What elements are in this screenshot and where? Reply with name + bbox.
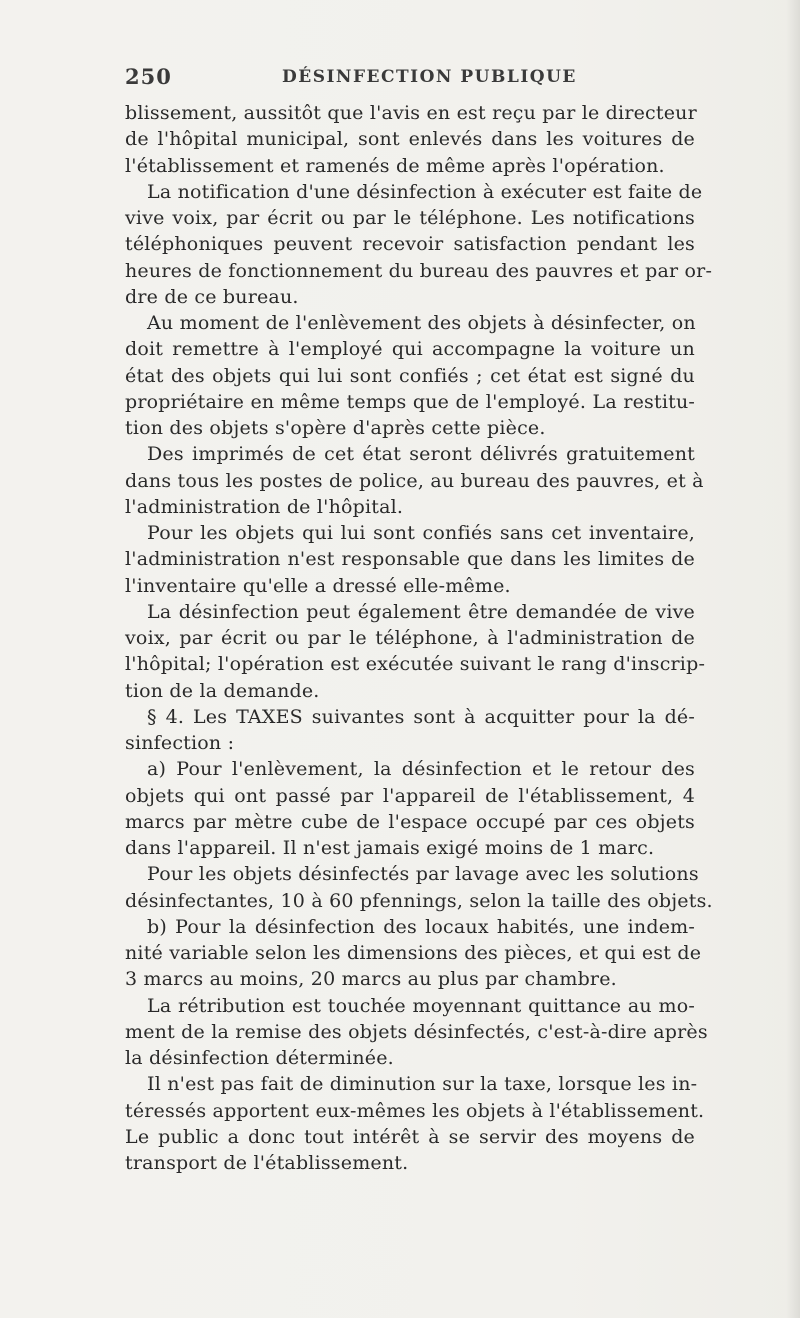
text-line: nité variable selon les dimensions des pièces, et qui est de	[125, 942, 702, 964]
text-line: blissement, aussitôt que l'avis en est reçu par le directeur	[125, 102, 697, 124]
text-line: l'inventaire qu'elle a dressé elle-même.	[125, 574, 511, 597]
text-line: sinfection :	[125, 732, 235, 754]
paragraph	[125, 100, 695, 179]
text-line: ment de la remise des objets désinfectés, c'est-à-dire après	[125, 1020, 708, 1043]
paragraph	[125, 704, 695, 757]
text-line: tion des objets s'opère d'après cette pièce.	[125, 417, 546, 439]
paragraph	[125, 599, 706, 704]
text-line: transport de l'établissement.	[125, 1152, 409, 1174]
text-line: vive voix, par écrit ou par le téléphone. Les notifications	[125, 207, 695, 229]
text-line: Des imprimés de cet état seront délivrés gratuitement	[147, 443, 695, 466]
page-number: 250	[125, 64, 172, 89]
text-line: dre de ce bureau.	[125, 285, 299, 308]
paragraph	[125, 310, 695, 441]
text-line: de l'hôpital municipal, sont enlevés dans les voitures de	[125, 128, 695, 151]
text-line: téléphoniques peuvent recevoir satisfaction pendant les	[125, 233, 695, 256]
paragraph	[125, 861, 713, 914]
page-edge-shadow	[786, 0, 800, 1318]
text-line: dans tous les postes de police, au bureau des pauvres, et à	[125, 469, 704, 492]
text-line: téressés apportent eux-mêmes les objets à l'établissement.	[125, 1099, 705, 1122]
paragraph	[125, 993, 708, 1072]
paragraph	[125, 441, 704, 520]
text-line: l'administration de l'hôpital.	[125, 495, 404, 518]
running-head: DÉSINFECTION PUBLIQUE	[282, 67, 577, 87]
text-line: Le public a donc tout intérêt à se servir des moyens de	[125, 1125, 695, 1148]
text-line: doit remettre à l'employé qui accompagne la voiture un	[125, 338, 695, 361]
text-line: l'administration n'est responsable que dans les limites de	[125, 548, 695, 571]
text-line: Pour les objets désinfectés par lavage avec les solutions	[147, 863, 699, 886]
page-header	[125, 64, 685, 92]
text-line: voix, par écrit ou par le téléphone, à l'administration de	[125, 627, 695, 649]
text-line: l'établissement et ramenés de même après l'opération.	[125, 154, 665, 177]
text-line: a) Pour l'enlèvement, la désinfection et le retour des	[147, 758, 695, 781]
text-line: heures de fonctionnement du bureau des pauvres et par or-	[125, 259, 713, 282]
text-line: état des objets qui lui sont confiés ; cet état est signé du	[125, 364, 695, 387]
text-line: La désinfection peut également être demandée de vive	[147, 600, 695, 623]
text-line: Il n'est pas fait de diminution sur la taxe, lorsque les in-	[147, 1073, 698, 1096]
text-line: § 4. Les TAXES suivantes sont à acquitter pour la dé-	[147, 705, 695, 728]
paragraph	[125, 1071, 705, 1176]
text-line: objets qui ont passé par l'appareil de l'établissement, 4	[125, 784, 695, 807]
text-line: La rétribution est touchée moyennant quittance au mo-	[147, 994, 695, 1017]
text-line: l'hôpital; l'opération est exécutée suivant le rang d'inscrip-	[125, 653, 706, 676]
text-line: désinfectantes, 10 à 60 pfennings, selon la taille des objets.	[125, 889, 713, 912]
text-line: Pour les objets qui lui sont confiés sans cet inventaire,	[147, 522, 695, 544]
text-line: Au moment de l'enlèvement des objets à désinfecter, on	[147, 312, 696, 334]
text-line: b) Pour la désinfection des locaux habités, une indem-	[147, 915, 695, 938]
paragraph	[125, 179, 713, 310]
paragraph	[125, 756, 695, 861]
text-line: propriétaire en même temps que de l'employé. La restitu-	[125, 390, 695, 413]
text-line: la désinfection déterminée.	[125, 1047, 394, 1069]
body-text	[125, 100, 713, 1176]
paragraph	[125, 914, 702, 993]
text-line: La notification d'une désinfection à exécuter est faite de	[147, 180, 703, 203]
text-line: dans l'appareil. Il n'est jamais exigé moins de 1 marc.	[125, 837, 655, 859]
text-line: marcs par mètre cube de l'espace occupé par ces objets	[125, 810, 695, 833]
text-line: 3 marcs au moins, 20 marcs au plus par chambre.	[125, 968, 617, 991]
text-line: tion de la demande.	[125, 679, 320, 702]
paragraph	[125, 520, 695, 599]
